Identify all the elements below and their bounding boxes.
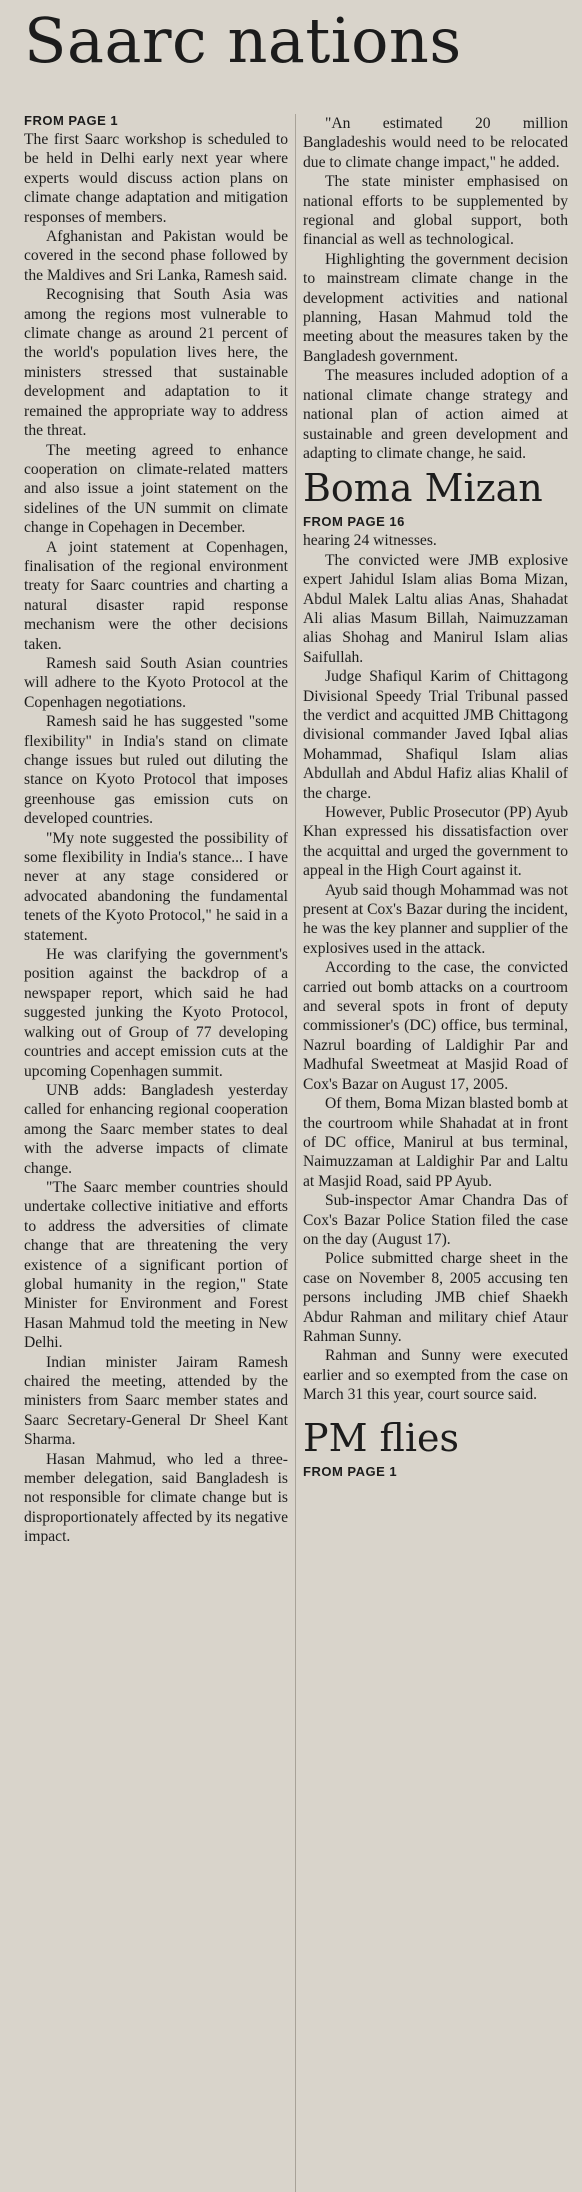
article-paragraph: Ramesh said South Asian countries will adhere to the Kyoto Protocol at the Copenhagen negotiations. xyxy=(24,654,288,711)
article-paragraph: Sub-inspector Amar Chandra Das of Cox's Bazar Police Station filed the case on the day (August 17). xyxy=(303,1192,568,1248)
article-paragraph: However, Public Prosecutor (PP) Ayub Khan expressed his dissatisfaction over the acquittal and urged the government to appeal in the High Court against it. xyxy=(303,804,568,880)
article-paragraph: Ramesh said he has suggested "some flexibility" in India's stand on climate change issues but ruled out diluting the stance on Kyoto Protocol that imposes greenhouse gas emission cuts on developed countries. xyxy=(24,713,288,828)
boma-mizan-heading: Boma Mizan xyxy=(303,466,543,511)
article-paragraph: hearing 24 witnesses. xyxy=(303,532,437,550)
article-paragraph: Recognising that South Asia was among the regions most vulnerable to climate change as around 21 percent of the world's population lives here, the ministers stressed that sustainable development and adaptation to it remained the appropriate way to address the threat. xyxy=(24,286,288,440)
jump-line: FROM PAGE 1 xyxy=(303,1463,398,1479)
article-paragraph: UNB adds: Bangladesh yesterday called for enhancing regional cooperation among the Saarc member states to deal with the adverse impacts of climate change. xyxy=(24,1081,288,1177)
column-divider xyxy=(295,114,296,2192)
saarc-article-column xyxy=(24,114,288,2192)
pm-flies-heading: PM flies xyxy=(303,1415,460,1460)
jump-line: FROM PAGE 1 xyxy=(24,114,119,128)
article-paragraph: The meeting agreed to enhance cooperation on climate-related matters and also issue a joint statement on the sidelines of the UN summit on climate change in Copehagen in December. xyxy=(24,441,288,537)
article-paragraph: Police submitted charge sheet in the case on November 8, 2005 accusing ten persons including JMB chief Shaekh Abdur Rahman and military chief Ataur Rahman Sunny. xyxy=(303,1250,568,1345)
right-column xyxy=(303,114,568,2192)
article-paragraph: The first Saarc workshop is scheduled to be held in Delhi early next year where experts would discuss action plans on climate change adaptation and mitigation responses of members. xyxy=(24,131,288,226)
article-paragraph: The convicted were JMB explosive expert Jahidul Islam alias Boma Mizan, Abdul Malek Laltu alias Anas, Shahadat Ali alias Masum Billah, Naimuzzaman alias Shohag and Manirul Islam alias Saifullah. xyxy=(303,551,568,666)
article-paragraph: "An estimated 20 million Bangladeshis would need to be relocated due to climate change impact," he added. xyxy=(303,115,568,171)
article-paragraph: Hasan Mahmud, who led a three-member delegation, said Bangladesh is not responsible for climate change but is disproportionately affected by its negative impact. xyxy=(24,1450,288,1546)
article-paragraph: Of them, Boma Mizan blasted bomb at the courtroom while Shahadat at in front of DC office, Manirul at bus terminal, Naimuzzaman at Laldighir Par and Laltu at Masjid Road, said PP Ayub. xyxy=(303,1095,568,1190)
article-paragraph: "The Saarc member countries should undertake collective initiative and efforts to address the adversities of climate change that are threatening the very existence of a significant portion of global humanity in the region," State Minister for Environment and Forest Hasan Mahmud told the meeting in New Delhi. xyxy=(24,1178,288,1352)
article-paragraph: A joint statement at Copenhagen, finalisation of the regional environment treaty for Saarc countries and charting a natural disaster rapid response mechanism were the other decisions taken. xyxy=(24,538,288,653)
article-paragraph: The measures included adoption of a national climate change strategy and national plan of action aimed at sustainable and green development and adapting to climate change, he said. xyxy=(303,367,568,462)
article-paragraph: Indian minister Jairam Ramesh chaired the meeting, attended by the ministers from Saarc member states and Saarc Secretary-General Dr Sheel Kant Sharma. xyxy=(24,1353,288,1449)
article-paragraph: Afghanistan and Pakistan would be covered in the second phase followed by the Maldives and Sri Lanka, Ramesh said. xyxy=(24,228,288,284)
article-paragraph: Ayub said though Mohammad was not present at Cox's Bazar during the incident, he was the key planner and supplier of the explosives used in the attack. xyxy=(303,881,568,957)
article-paragraph: The state minister emphasised on national efforts to be supplemented by regional and global support, both financial as well as technological. xyxy=(303,173,568,249)
headline: Saarc nations xyxy=(24,4,462,77)
article-paragraph: According to the case, the convicted carried out bomb attacks on a courtroom and several spots in front of deputy commissioner's (DC) office, bus terminal, Nazrul boarding of Laldighir Par and Madhufal Sweetmeat at Masjid Road of Cox's Bazar on August 17, 2005. xyxy=(303,959,568,1093)
article-paragraph: Rahman and Sunny were executed earlier and so exempted from the case on March 31 this year, court source said. xyxy=(303,1347,568,1404)
article-paragraph: "My note suggested the possibility of some flexibility in India's stance... I have never at any stage considered or advocated abandoning the fundamental tenets of the Kyoto Protocol," he said in a statement. xyxy=(24,829,288,944)
jump-line: FROM PAGE 16 xyxy=(303,514,405,530)
article-paragraph: Highlighting the government decision to mainstream climate change in the development activities and national planning, Hasan Mahmud told the meeting about the measures taken by the Bangladesh government. xyxy=(303,250,568,365)
article-paragraph: Judge Shafiqul Karim of Chittagong Divisional Speedy Trial Tribunal passed the verdict and acquitted JMB Chittagong divisional commander Javed Iqbal alias Mohammad, Shafiqul Islam alias Abdullah and Abdul Hafiz alias Khalil of the charge. xyxy=(303,668,568,802)
article-paragraph: He was clarifying the government's position against the backdrop of a newspaper report, which said he had suggested junking the Kyoto Protocol, walking out of Group of 77 developing countries and accept emission cuts at the upcoming Copenhagen summit. xyxy=(24,946,288,1080)
